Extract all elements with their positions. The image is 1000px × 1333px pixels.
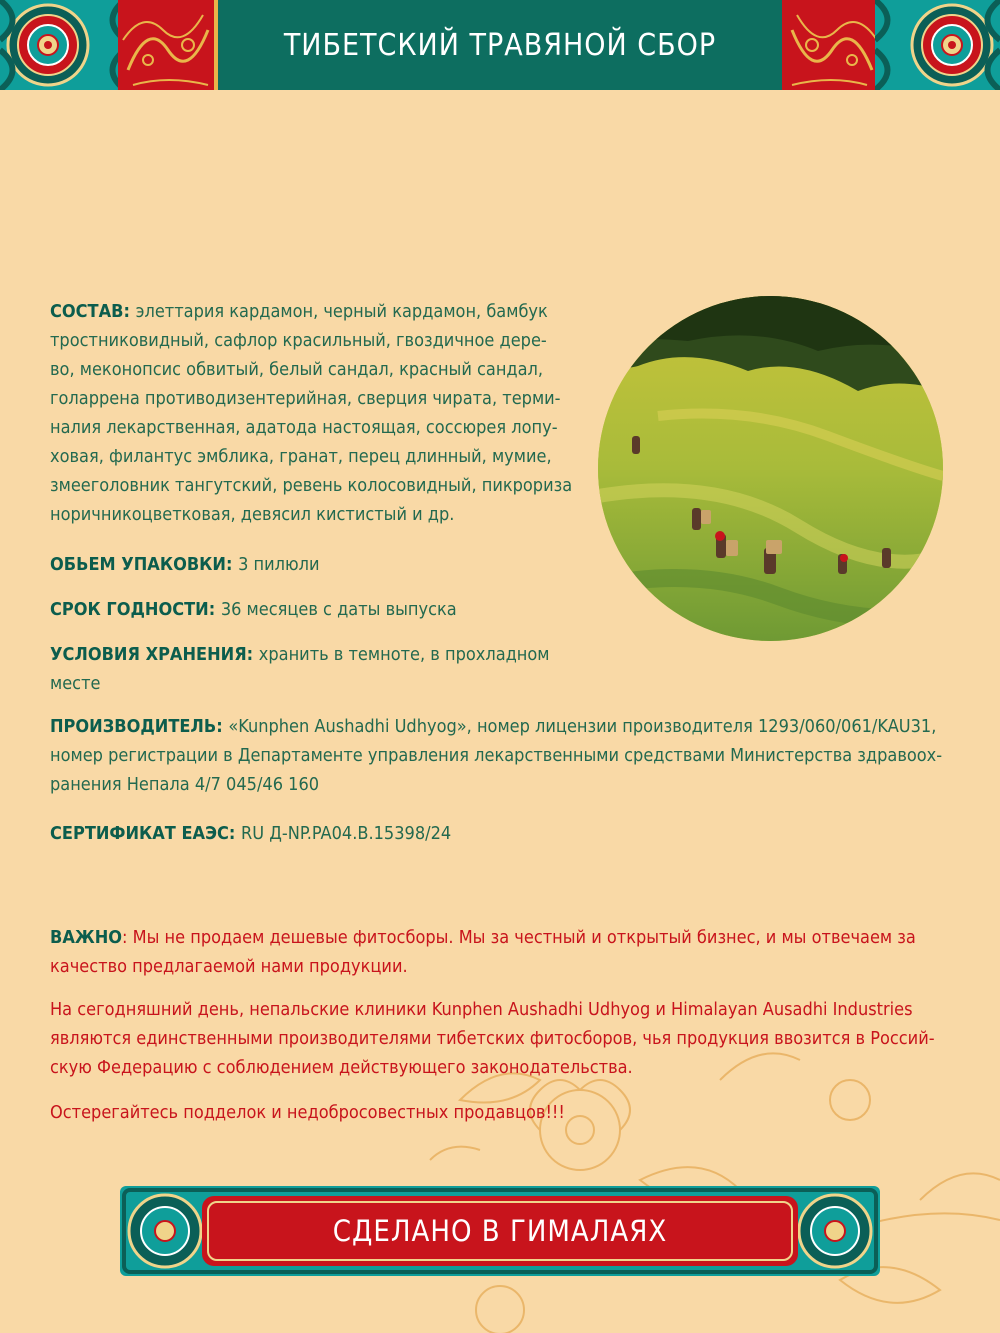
manufacturer-section: ПРОИЗВОДИТЕЛЬ: «Kunphen Aushadhi Udhyog», номер лицензии производителя 1293/060/061/KAU31, номер регистрации в Департаменте управления лекарственными средствами Министерства здравоох- ранения Непала 4/7 045/46 160 [50, 712, 960, 799]
important-line: качество предлагаемой нами продукции. [50, 956, 408, 977]
composition-line: во, меконопсис обвитый, белый сандал, красный сандал, [50, 359, 544, 380]
composition-line: СОСТАВ: элеттария кардамон, черный кардамон, бамбук [50, 301, 548, 322]
warning-text: Остерегайтесь подделок и недобросовестных продавцов!!! [50, 1102, 565, 1123]
composition-line: норичникоцветковая, девясил кистистый и др. [50, 504, 455, 525]
important-section: ВАЖНО: Мы не продаем дешевые фитосборы. Мы за честный и открытый бизнес, и мы отвечаем за качество предлагаемой нами продукции. [50, 923, 960, 981]
ornament-corner-left-icon [0, 0, 125, 90]
volume-label: ОБЬЕМ УПАКОВКИ [50, 554, 226, 575]
certificate-section: СЕРТИФИКАТ ЕАЭС: RU Д-NP.PA04.B.15398/24 [50, 823, 452, 844]
notice-line: являются единственными производителями тибетских фитосборов, чья продукция ввозится в Россий- [50, 1028, 935, 1049]
composition-line: голаррена противодизентерийная, сверция чирата, терми- [50, 388, 561, 409]
volume-section: ОБЬЕМ УПАКОВКИ: 3 пилюли [50, 554, 320, 575]
composition-label: СОСТАВ [50, 301, 124, 322]
header-title-band [214, 0, 786, 90]
manufacturer-line: ранения Непала 4/7 045/46 160 [50, 774, 320, 795]
page-title: ТИБЕТСКИЙ ТРАВЯНОЙ СБОР [283, 28, 717, 63]
certificate-label: СЕРТИФИКАТ ЕАЭС [50, 823, 229, 844]
important-label: ВАЖНО [50, 927, 123, 948]
storage-value-cont: месте [50, 673, 101, 694]
notice-line: скую Федерацию с соблюдением действующего законодательства. [50, 1057, 633, 1078]
field-photo [598, 296, 943, 641]
storage-section: УСЛОВИЯ ХРАНЕНИЯ: хранить в темноте, в прохладном месте [50, 640, 590, 698]
composition-section [50, 297, 590, 529]
manufacturer-label: ПРОИЗВОДИТЕЛЬ [50, 716, 217, 737]
ornament-corner-right-icon [875, 0, 1000, 90]
shelf-life-label: СРОК ГОДНОСТИ [50, 599, 209, 620]
certificate-value: RU Д-NP.PA04.B.15398/24 [240, 823, 452, 844]
volume-value: 3 пилюли [238, 554, 320, 575]
notice-line: На сегодняшний день, непальские клиники Kunphen Aushadhi Udhyog и Himalayan Ausadhi Industries [50, 999, 913, 1020]
composition-line: тростниковидный, сафлор красильный, гвоздичное дере- [50, 330, 547, 351]
shelf-life-value: 36 месяцев с даты выпуска [220, 599, 457, 620]
dragon-pattern-icon [118, 0, 218, 90]
shelf-life-section: СРОК ГОДНОСТИ: 36 месяцев с даты выпуска [50, 599, 457, 620]
composition-line: налия лекарственная, адатода настоящая, соссюрея лопу- [50, 417, 558, 438]
notice-section [50, 995, 960, 1082]
storage-label: УСЛОВИЯ ХРАНЕНИЯ [50, 644, 247, 665]
manufacturer-line: номер регистрации в Департаменте управления лекарственными средствами Министерства здравоох- [50, 745, 943, 766]
dragon-pattern-icon [782, 0, 882, 90]
footer-banner [120, 1186, 880, 1276]
composition-line: ховая, филантус эмблика, гранат, перец длинный, мумие, [50, 446, 552, 467]
composition-line: змееголовник тангутский, ревень колосовидный, пикрориза [50, 475, 573, 496]
header-banner [0, 0, 1000, 90]
storage-value: хранить в темноте, в прохладном [258, 644, 550, 665]
footer-title: СДЕЛАНО В ГИМАЛАЯХ [332, 1214, 668, 1248]
